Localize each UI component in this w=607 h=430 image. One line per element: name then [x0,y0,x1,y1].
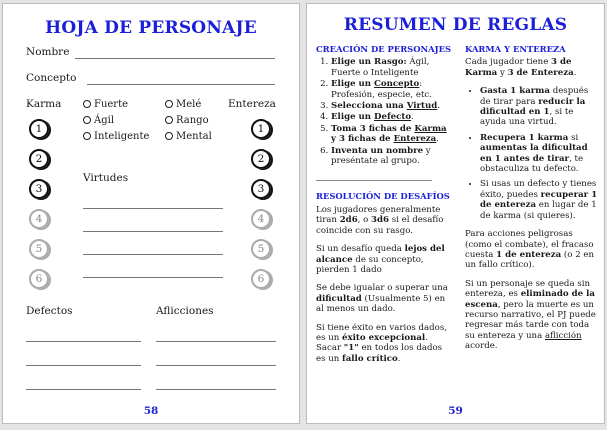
section-heading: RESOLUCIÓN DE DESAFÍOS [316,191,450,202]
radio-icon [165,100,173,108]
entereza-circle-3[interactable]: 3 [251,179,271,199]
divider [316,180,432,181]
nombre-line[interactable] [75,58,275,59]
option-fuerte[interactable]: Fuerte [83,99,128,110]
option-inteligente[interactable]: Inteligente [83,131,149,142]
paragraph: Si un personaje se queda sin entereza, es eliminado de la escena, pero la muerte es un recurso narrativo, el PJ puede regresar más tarde con toda su entereza y una aflicción acorde. [465,278,596,352]
karma-circle-4[interactable]: 4 [29,209,49,229]
entereza-circle-6[interactable]: 6 [251,269,271,289]
paragraph: Si tiene éxito en varios dados, es un éxito excepcional. Sacar "1" en todos los dados es un fallo crítico. [316,322,447,364]
page-number: 58 [143,405,159,417]
step-item: 3. Selecciona una Virtud. [331,101,453,111]
radio-icon [165,132,173,140]
aflicciones-line[interactable] [156,341,276,342]
nombre-label: Nombre [26,46,70,58]
virtudes-line[interactable] [83,277,223,278]
rule-item: • Si usas un defecto y tienes éxito, puedes recuperar 1 de entereza en lugar de 1 de karma (si quieres). [480,179,599,221]
step-item: 5. Toma 3 fichas de Karma y 3 fichas de Entereza. [331,124,453,145]
defectos-line[interactable] [26,341,141,342]
paragraph: Se debe igualar o superar una dificultad (Usualmente 5) en al menos un dado. [316,283,448,315]
paragraph: Para acciones peligrosas (como el combate), el fracaso cuesta 1 de entereza (o 2 en un fallo crítico). [465,229,595,271]
option-mental[interactable]: Mental [165,131,212,142]
virtudes-line[interactable] [83,254,223,255]
entereza-circle-5[interactable]: 5 [251,239,271,259]
creation-steps [316,57,453,166]
defectos-line[interactable] [26,365,141,366]
rule-item: • Gasta 1 karma después de tirar para reducir la dificultad en 1, si te ayuda una virtud. [480,86,599,128]
karma-circle-3[interactable]: 3 [29,179,49,199]
radio-icon [83,132,91,140]
karma-circle-2[interactable]: 2 [29,149,49,169]
entereza-circle-1[interactable]: 1 [251,119,271,139]
step-item: 6. Inventa un nombre y preséntate al grupo. [331,146,453,167]
step-item: 2. Elige un Concepto: Profesión, especie, etc. [331,79,453,100]
step-item: 1. Elige un Rasgo: Ágil, Fuerte o Inteligente [331,57,453,78]
entereza-circle-4[interactable]: 4 [251,209,271,229]
concepto-label: Concepto [26,72,77,84]
rules-summary-page [306,3,605,424]
section-heading: CREACIÓN DE PERSONAJES [316,44,452,54]
karma-circle-1[interactable]: 1 [29,119,49,139]
entereza-label: Entereza [228,98,276,110]
karma-circle-6[interactable]: 6 [29,269,49,289]
radio-icon [83,116,91,124]
virtudes-label: Virtudes [83,172,129,184]
option-mele[interactable]: Melé [165,99,201,110]
defectos-label: Defectos [26,305,73,317]
section-heading: KARMA Y ENTEREZA [465,44,566,54]
defectos-line[interactable] [26,389,141,390]
page-title: HOJA DE PERSONAJE [45,18,257,38]
karma-rules-list [465,86,599,221]
paragraph: Si un desafío queda lejos del alcance de su concepto, pierden 1 dado [316,244,445,275]
entereza-circle-2[interactable]: 2 [251,149,271,169]
aflicciones-line[interactable] [156,389,276,390]
karma-label: Karma [26,98,62,110]
rules-left-column [316,44,453,372]
virtudes-line[interactable] [83,231,223,232]
aflicciones-label: Aflicciones [156,305,214,317]
radio-icon [83,100,91,108]
paragraph: Los jugadores generalmente tiran 2d6, o 3d6 si el desafío coincide con su rasgo. [316,204,444,236]
page-number: 59 [448,405,463,417]
option-agil[interactable]: Ágil [83,115,114,126]
step-item: 4. Elige un Defecto. [331,112,453,122]
character-sheet-page [2,3,300,424]
paragraph: Cada jugador tiene 3 de Karma y 3 de Entereza. [465,57,577,78]
concepto-line[interactable] [87,84,275,85]
page-title: RESUMEN DE REGLAS [343,15,568,35]
aflicciones-line[interactable] [156,365,276,366]
virtudes-line[interactable] [83,208,223,209]
radio-icon [165,116,173,124]
karma-circle-5[interactable]: 5 [29,239,49,259]
rule-item: • Recupera 1 karma si aumentas la dificultad en 1 antes de tirar, te obstaculiza tu defecto. [480,133,599,175]
option-rango[interactable]: Rango [165,115,209,126]
rules-right-column [465,44,599,360]
